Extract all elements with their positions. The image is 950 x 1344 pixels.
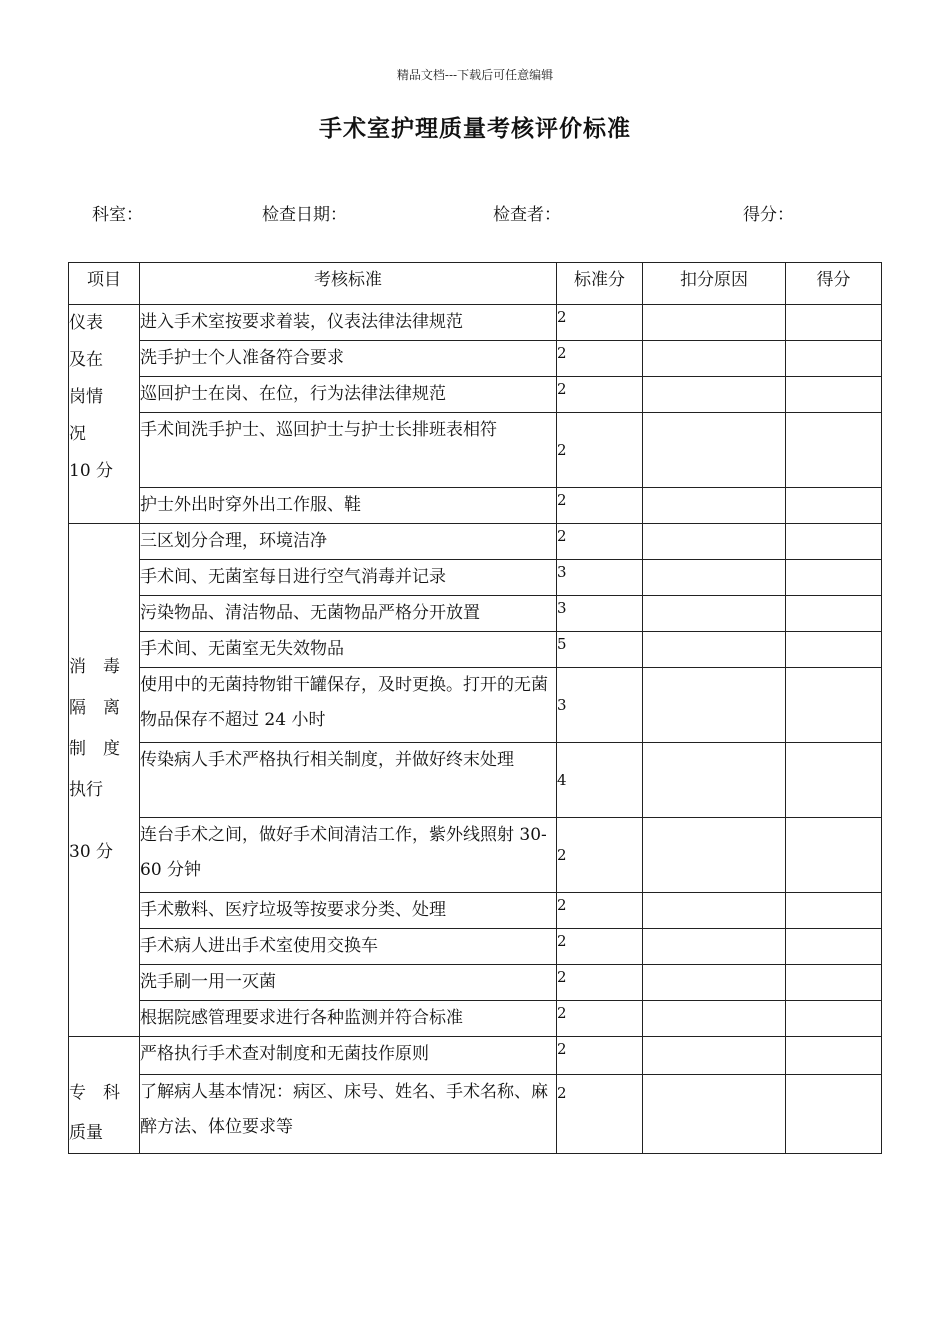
col-header-score: 得分 [786,263,882,305]
col-header-deduction-reason: 扣分原因 [643,263,786,305]
score-cell[interactable] [786,413,882,488]
deduction-reason-cell[interactable] [643,1037,786,1075]
score-cell[interactable] [786,341,882,377]
category-line: 30 分 [69,842,114,862]
deduction-reason-cell[interactable] [643,743,786,818]
table-row [69,341,882,377]
col-header-standard: 考核标准 [140,263,557,305]
table-row [69,377,882,413]
category-line: 消 毒 [69,657,120,677]
standard-cell: 进入手术室按要求着装，仪表法律法律规范 [140,305,557,341]
deduction-reason-cell[interactable] [643,377,786,413]
category-line: 况 [69,424,86,444]
standard-cell: 护士外出时穿外出工作服、鞋 [140,488,557,524]
category-line: 质量 [69,1123,103,1143]
score-cell[interactable] [786,893,882,929]
evaluation-table [68,262,882,1154]
points-cell: 2 [557,929,643,965]
category-line: 10 分 [69,461,114,481]
col-header-item: 项目 [69,263,140,305]
points-cell: 4 [557,743,643,818]
score-cell[interactable] [786,965,882,1001]
table-row [69,929,882,965]
score-cell[interactable] [786,818,882,893]
score-cell[interactable] [786,1074,882,1153]
table-header-row [69,263,882,305]
standard-cell: 手术病人进出手术室使用交换车 [140,929,557,965]
standard-cell: 手术间洗手护士、巡回护士与护士长排班表相符 [140,413,557,488]
deduction-reason-cell[interactable] [643,929,786,965]
category-line: 执行 [69,780,103,800]
category-line: 专 科 [69,1083,120,1103]
score-cell[interactable] [786,668,882,743]
standard-cell: 严格执行手术查对制度和无菌技作原则 [140,1037,557,1075]
points-cell: 2 [557,341,643,377]
points-cell: 2 [557,377,643,413]
table-row [69,413,882,488]
points-cell: 3 [557,668,643,743]
total-score-label: 得分： [743,205,794,225]
deduction-reason-cell[interactable] [643,305,786,341]
points-cell: 2 [557,818,643,893]
table-row [69,524,882,560]
points-cell: 2 [557,488,643,524]
table-row [69,488,882,524]
header-note: 精品文档---下载后可任意编辑 [396,68,554,82]
score-cell[interactable] [786,596,882,632]
category-line: 仪表 [69,313,103,333]
deduction-reason-cell[interactable] [643,560,786,596]
standard-cell: 洗手护士个人准备符合要求 [140,341,557,377]
deduction-reason-cell[interactable] [643,965,786,1001]
table-row [69,1037,882,1075]
page-title: 手术室护理质量考核评价标准 [319,115,631,142]
inspector-label: 检查者： [493,205,561,225]
points-cell: 2 [557,1001,643,1037]
score-cell[interactable] [786,377,882,413]
points-cell: 3 [557,596,643,632]
deduction-reason-cell[interactable] [643,1001,786,1037]
table-row [69,632,882,668]
table-row [69,1001,882,1037]
points-cell: 3 [557,560,643,596]
category-line: 及在 [69,350,103,370]
standard-cell: 连台手术之间，做好手术间清洁工作，紫外线照射 30-60 分钟 [140,818,557,893]
points-cell: 2 [557,965,643,1001]
category-line: 岗情 [69,387,103,407]
table-row [69,668,882,743]
points-cell: 5 [557,632,643,668]
deduction-reason-cell[interactable] [643,413,786,488]
standard-cell: 传染病人手术严格执行相关制度，并做好终末处理 [140,743,557,818]
table-row [69,818,882,893]
category-cell [69,305,140,524]
deduction-reason-cell[interactable] [643,1074,786,1153]
deduction-reason-cell[interactable] [643,596,786,632]
standard-cell: 巡回护士在岗、在位，行为法律法律规范 [140,377,557,413]
dept-label: 科室： [92,205,143,225]
standard-cell: 使用中的无菌持物钳干罐保存，及时更换。打开的无菌物品保存不超过 24 小时 [140,668,557,743]
points-cell: 2 [557,524,643,560]
score-cell[interactable] [786,305,882,341]
deduction-reason-cell[interactable] [643,488,786,524]
table-row [69,893,882,929]
standard-cell: 了解病人基本情况：病区、床号、姓名、手术名称、麻醉方法、体位要求等 [140,1074,557,1153]
points-cell: 2 [557,305,643,341]
points-cell: 2 [557,1037,643,1075]
inspection-date-label: 检查日期： [262,205,347,225]
deduction-reason-cell[interactable] [643,632,786,668]
table-row [69,965,882,1001]
score-cell[interactable] [786,1037,882,1075]
table-row [69,596,882,632]
table-row [69,305,882,341]
deduction-reason-cell[interactable] [643,668,786,743]
standard-cell: 根据院感管理要求进行各种监测并符合标准 [140,1001,557,1037]
deduction-reason-cell[interactable] [643,341,786,377]
score-cell[interactable] [786,488,882,524]
score-cell[interactable] [786,560,882,596]
standard-cell: 手术间、无菌室无失效物品 [140,632,557,668]
score-cell[interactable] [786,1001,882,1037]
category-line: 隔 离 [69,698,120,718]
category-cell [69,524,140,1037]
deduction-reason-cell[interactable] [643,818,786,893]
points-cell: 2 [557,1074,643,1153]
points-cell: 2 [557,893,643,929]
score-cell[interactable] [786,929,882,965]
score-cell[interactable] [786,524,882,560]
score-cell[interactable] [786,632,882,668]
table-row [69,560,882,596]
table-row [69,1074,882,1153]
standard-cell: 手术敷料、医疗垃圾等按要求分类、处理 [140,893,557,929]
score-cell[interactable] [786,743,882,818]
standard-cell: 污染物品、清洁物品、无菌物品严格分开放置 [140,596,557,632]
col-header-points: 标准分 [557,263,643,305]
standard-cell: 洗手刷一用一灭菌 [140,965,557,1001]
standard-cell: 手术间、无菌室每日进行空气消毒并记录 [140,560,557,596]
points-cell: 2 [557,413,643,488]
deduction-reason-cell[interactable] [643,524,786,560]
category-line: 制 度 [69,739,120,759]
deduction-reason-cell[interactable] [643,893,786,929]
standard-cell: 三区划分合理，环境洁净 [140,524,557,560]
table-row [69,743,882,818]
category-cell [69,1037,140,1154]
